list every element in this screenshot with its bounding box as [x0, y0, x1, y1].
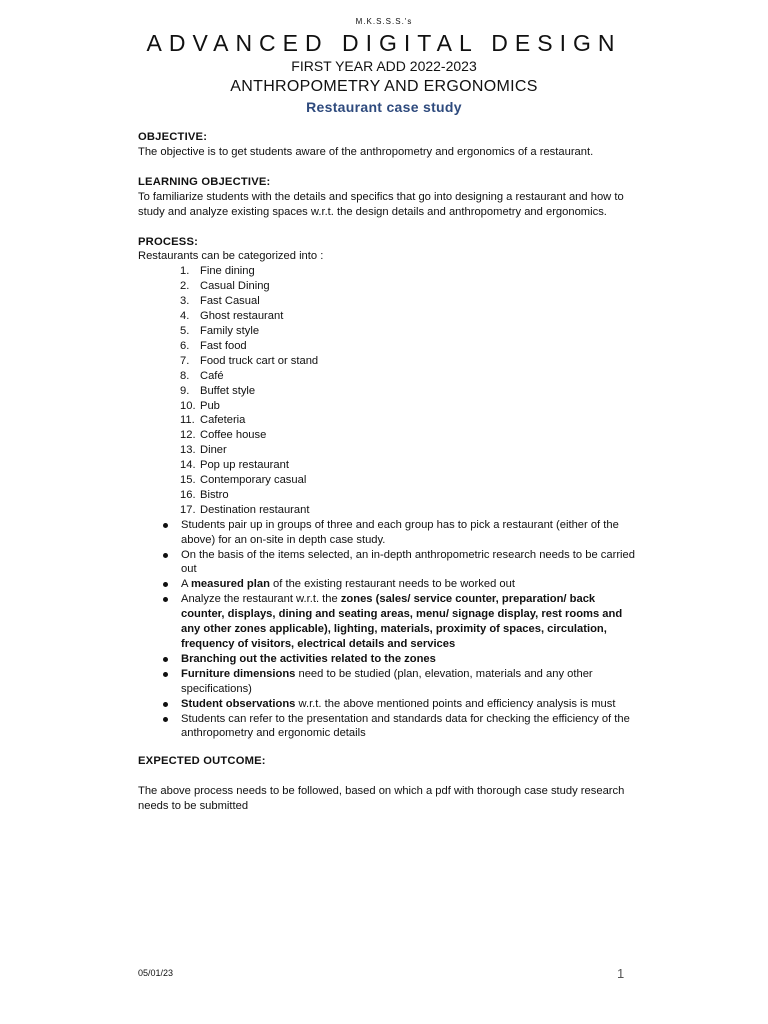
bullet-item: Furniture dimensions need to be studied (plan, elevation, materials and any other specifications) [181, 667, 638, 697]
list-item: 17. Destination restaurant [180, 503, 310, 516]
document-body [138, 130, 638, 814]
list-item: 11. Cafeteria [180, 414, 246, 427]
footer-date: 05/01/23 [138, 968, 174, 978]
restaurant-categories-list [138, 264, 638, 517]
document-title: ADVANCED DIGITAL DESIGN [146, 30, 622, 56]
bullet-item: Students can refer to the presentation and standards data for checking the efficiency of the anthropometry and ergonomic details [181, 712, 638, 742]
process-heading: PROCESS: [138, 235, 199, 248]
list-item: 1. Fine dining [180, 265, 255, 278]
list-item: 4. Ghost restaurant [180, 310, 284, 323]
subject-title: ANTHROPOMETRY AND ERGONOMICS [230, 78, 538, 95]
list-item: 7. Food truck cart or stand [180, 354, 319, 367]
list-item: 2. Casual Dining [180, 280, 270, 293]
process-intro: Restaurants can be categorized into : [138, 250, 324, 263]
process-steps-list [138, 518, 638, 742]
bullet-item: Branching out the activities related to the zones [181, 652, 638, 667]
list-item: 16. Bistro [180, 488, 229, 501]
expected-outcome-text: The above process needs to be followed, based on which a pdf with thorough case study research needs to be submitted [138, 785, 625, 813]
bullet-item: Analyze the restaurant w.r.t. the zones (sales/ service counter, preparation/ back counter, displays, dining and seating areas, menu/ signage display, rest rooms and any other zones applicable), lighting, materials, proximity of spaces, circulation, frequency of visitors, electrical details and services [181, 592, 638, 652]
list-item: 3. Fast Casual [180, 295, 260, 308]
learning-objective-heading: LEARNING OBJECTIVE: [138, 175, 271, 188]
list-item: 9. Buffet style [180, 384, 256, 397]
bullet-item: Students pair up in groups of three and each group has to pick a restaurant (either of the above) for an on-site in depth case study. [181, 518, 638, 548]
list-item: 8. Café [180, 369, 224, 382]
case-study-title: Restaurant case study [306, 99, 462, 115]
list-item: 13. Diner [180, 444, 227, 457]
list-item: 5. Family style [180, 324, 260, 337]
list-item: 14. Pop up restaurant [180, 459, 289, 472]
org-name: M.K.S.S.S.'s [355, 17, 413, 26]
list-item: 10. Pub [180, 399, 220, 412]
page-number: 1 [617, 966, 625, 981]
objective-heading: OBJECTIVE: [138, 131, 208, 143]
objective-text: The objective is to get students aware of the anthropometry and ergonomics of a restaurant. [138, 145, 594, 158]
academic-year: FIRST YEAR ADD 2022-2023 [291, 58, 477, 74]
bullet-item: Student observations w.r.t. the above mentioned points and efficiency analysis is must [181, 697, 638, 712]
list-item: 6. Fast food [180, 339, 247, 352]
list-item: 15. Contemporary casual [180, 474, 307, 487]
list-item: 12. Coffee house [180, 429, 267, 442]
bullet-item: A measured plan of the existing restaurant needs to be worked out [181, 577, 638, 592]
learning-objective-text: To familiarize students with the details and specifics that go into designing a restaurant and how to study and analyze existing spaces w.r.t. the design details and anthropometry and ergonomics. [138, 190, 624, 218]
bullet-item: On the basis of the items selected, an in-depth anthropometric research needs to be carried out [181, 548, 638, 578]
expected-outcome-heading: EXPECTED OUTCOME: [138, 755, 266, 768]
